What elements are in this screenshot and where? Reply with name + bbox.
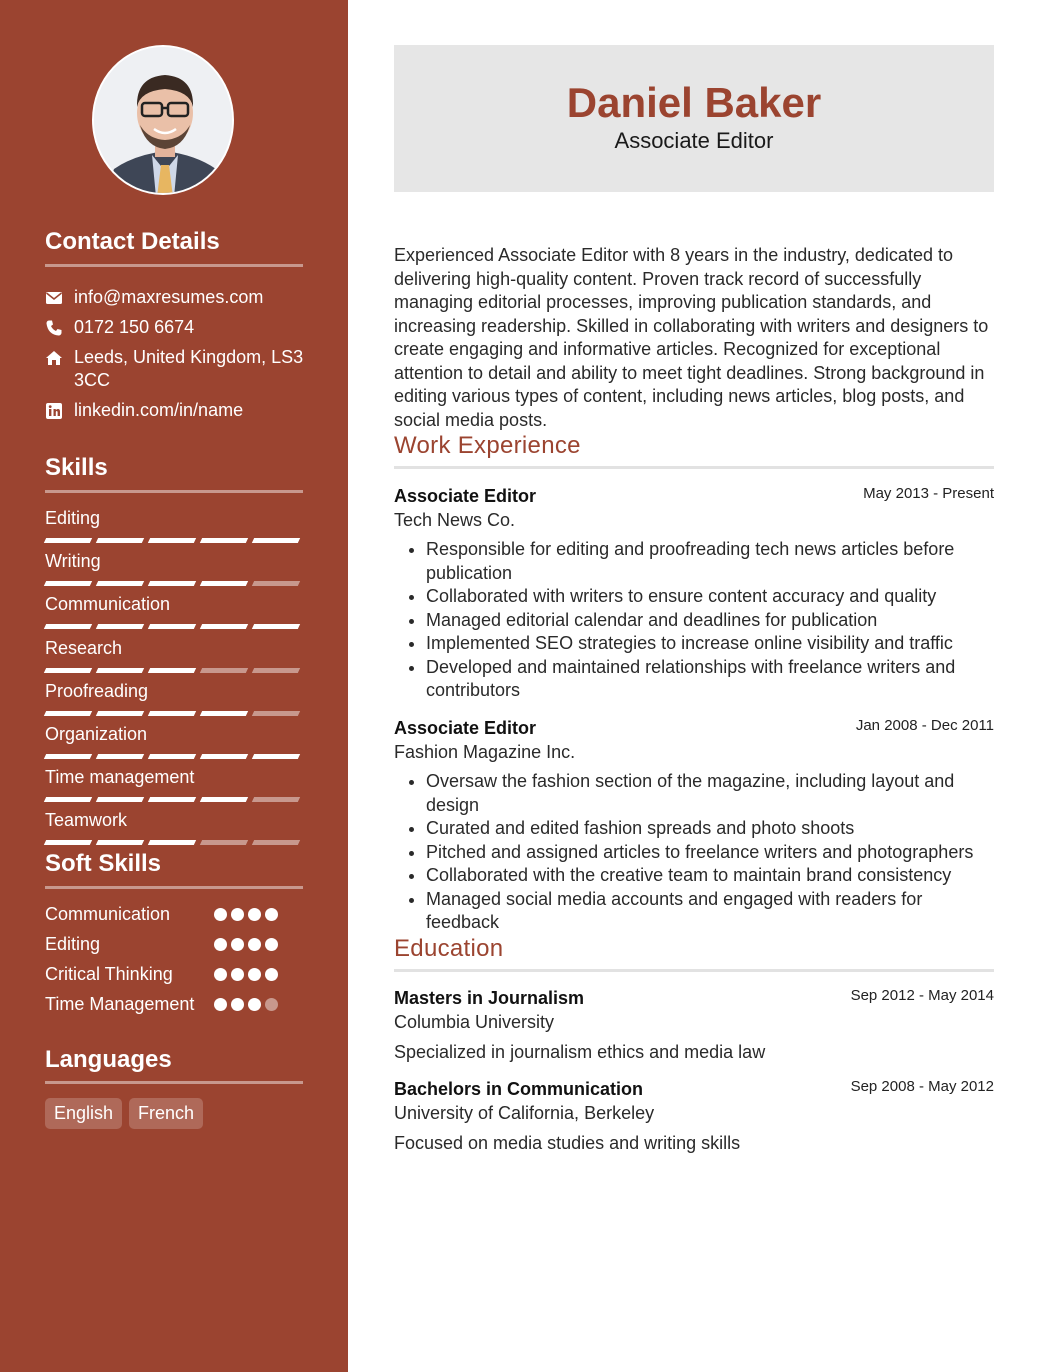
education-date: Sep 2012 - May 2014 [850, 987, 994, 1004]
header-box [394, 45, 994, 192]
candidate-name: Daniel Baker [566, 79, 822, 126]
job-bullets [394, 538, 994, 703]
rating-dot [248, 968, 261, 981]
rating-dot [231, 968, 244, 981]
skill-level-segment [252, 754, 300, 759]
phone-text: 0172 150 6674 [74, 317, 195, 337]
skill-level-bar [45, 668, 303, 673]
skill-level-bar [45, 754, 303, 759]
job-date: May 2013 - Present [863, 485, 994, 502]
candidate-title: Associate Editor [614, 128, 774, 153]
education-entry [394, 986, 994, 1064]
soft-skill-label: Critical Thinking [45, 964, 173, 984]
rating-dot [214, 968, 227, 981]
skill-row [45, 507, 303, 543]
soft-skill-label: Time Management [45, 994, 195, 1014]
skill-level-segment [44, 754, 92, 759]
skill-level-segment [148, 754, 196, 759]
job-bullet: • Responsible for editing and proofreading tech news articles before publication [426, 538, 994, 585]
skill-label: Teamwork [45, 810, 128, 831]
skill-level-segment [96, 711, 144, 716]
skill-level-segment [252, 581, 300, 586]
skill-label: Editing [45, 508, 101, 528]
soft-skills-section-title: Soft Skills [45, 850, 162, 877]
rating-dot [265, 938, 278, 951]
skill-level-segment [200, 581, 248, 586]
sidebar [0, 0, 348, 1372]
work-section-title: Work Experience [394, 432, 581, 459]
job-date: Jan 2008 - Dec 2011 [855, 717, 994, 734]
rating-dot [248, 938, 261, 951]
education-date: Sep 2008 - May 2012 [850, 1078, 994, 1095]
skill-row [45, 723, 303, 759]
skill-level-segment [44, 797, 92, 802]
contact-section-title: Contact Details [45, 228, 220, 255]
education-section-title: Education [394, 935, 504, 962]
education-desc: Focused on media studies and writing skills [394, 1133, 741, 1153]
skill-level-segment [200, 797, 248, 802]
rating-dot [248, 908, 261, 921]
skill-level-segment [148, 797, 196, 802]
job-bullet: • Pitched and assigned articles to freelance writers and photographers [426, 841, 994, 865]
skill-row [45, 680, 303, 716]
home-icon [45, 349, 63, 367]
job-bullet: • Implemented SEO strategies to increase online visibility and traffic [426, 632, 994, 656]
job-bullet: • Developed and maintained relationships with freelance writers and contributors [426, 656, 994, 703]
envelope-icon [45, 289, 63, 307]
job-company: Tech News Co. [394, 510, 516, 530]
job-bullets [394, 770, 994, 935]
education-divider [394, 969, 994, 972]
skill-level-segment [200, 668, 248, 673]
skill-level-segment [148, 581, 196, 586]
job-bullet: • Curated and edited fashion spreads and photo shoots [426, 817, 994, 841]
skill-level-segment [96, 624, 144, 629]
skill-level-bar [45, 797, 303, 802]
skill-row [45, 637, 303, 673]
contact-email[interactable] [45, 286, 305, 309]
contact-address [45, 346, 305, 392]
rating-dot [231, 998, 244, 1011]
contact-linkedin[interactable] [45, 399, 305, 422]
skill-level-segment [200, 711, 248, 716]
job-bullet: • Oversaw the fashion section of the magazine, including layout and design [426, 770, 994, 817]
skill-label: Organization [45, 724, 148, 744]
languages-divider [45, 1081, 303, 1084]
skill-level-segment [200, 538, 248, 543]
job-entry [394, 484, 994, 703]
skill-label: Research [45, 637, 123, 658]
skill-level-segment [148, 668, 196, 673]
skill-level-segment [44, 538, 92, 543]
skill-level-bar [45, 711, 303, 716]
degree-title: Masters in Journalism [394, 988, 585, 1008]
job-entry [394, 716, 994, 935]
phone-icon [45, 319, 63, 337]
skill-level-segment [252, 797, 300, 802]
contact-phone[interactable] [45, 316, 305, 339]
linkedin-text: linkedin.com/in/name [74, 400, 244, 420]
job-bullet: • Collaborated with the creative team to maintain brand consistency [426, 864, 994, 888]
contact-divider [45, 264, 303, 267]
skill-level-segment [96, 581, 144, 586]
skill-level-segment [252, 840, 300, 845]
skill-level-bar [45, 581, 303, 586]
languages-section-title: Languages [45, 1046, 172, 1073]
summary-text: Experienced Associate Editor with 8 years in the industry, dedicated to delivering high-quality content. Proven track record of successfully managing editorial processes, improving publication standards, and increasing readership. Skilled in collaborating with writers and designers to create engaging and informative articles. Recognized for exceptional attention to detail and ability to meet tight deadlines. Strong background in editing various types of content, including news articles, blog posts, and social media posts. [394, 245, 989, 430]
address-text: Leeds, United Kingdom, LS3 3CC [74, 347, 304, 390]
soft-skill-rating [214, 908, 278, 921]
rating-dot [231, 908, 244, 921]
rating-dot [265, 998, 278, 1011]
skill-level-segment [252, 538, 300, 543]
skill-level-segment [44, 840, 92, 845]
rating-dot [214, 998, 227, 1011]
job-title: Associate Editor [394, 718, 537, 738]
skill-level-segment [96, 668, 144, 673]
profile-photo-illustration [94, 47, 234, 195]
skill-row [45, 593, 303, 629]
skill-level-segment [252, 668, 300, 673]
work-divider [394, 466, 994, 469]
language-tag: French [129, 1098, 203, 1129]
degree-title: Bachelors in Communication [394, 1079, 644, 1099]
rating-dot [248, 998, 261, 1011]
job-bullet: • Managed social media accounts and engaged with readers for feedback [426, 888, 994, 935]
skill-level-segment [44, 711, 92, 716]
email-text: info@maxresumes.com [74, 287, 264, 307]
soft-skill-rating [214, 968, 278, 981]
skill-level-segment [148, 538, 196, 543]
job-company: Fashion Magazine Inc. [394, 742, 576, 762]
rating-dot [214, 908, 227, 921]
skill-level-segment [44, 624, 92, 629]
rating-dot [231, 938, 244, 951]
linkedin-icon [45, 402, 63, 420]
skill-row [45, 766, 303, 802]
education-entry [394, 1077, 994, 1155]
skill-row [45, 550, 303, 586]
skill-level-segment [96, 840, 144, 845]
skill-level-segment [200, 840, 248, 845]
soft-skill-label: Editing [45, 934, 101, 954]
skill-level-segment [96, 797, 144, 802]
skill-level-bar [45, 840, 303, 845]
skill-level-segment [96, 754, 144, 759]
skill-label: Time management [45, 767, 195, 788]
job-bullet: • Managed editorial calendar and deadlines for publication [426, 609, 994, 633]
skill-level-segment [200, 624, 248, 629]
skill-level-segment [96, 538, 144, 543]
school-name: University of California, Berkeley [394, 1103, 655, 1123]
language-tag: English [45, 1098, 122, 1129]
skill-level-segment [148, 711, 196, 716]
skill-level-segment [252, 711, 300, 716]
skill-level-segment [200, 754, 248, 759]
skill-label: Communication [45, 594, 171, 615]
skill-level-segment [148, 624, 196, 629]
skill-level-segment [44, 581, 92, 586]
skill-level-segment [44, 668, 92, 673]
rating-dot [265, 908, 278, 921]
soft-skill-label: Communication [45, 904, 171, 924]
skills-section-title: Skills [45, 454, 108, 481]
rating-dot [265, 968, 278, 981]
skill-row [45, 809, 303, 845]
soft-skills-divider [45, 886, 303, 889]
skill-level-bar [45, 624, 303, 629]
skills-divider [45, 490, 303, 493]
skill-label: Writing [45, 551, 101, 572]
soft-skill-rating [214, 998, 278, 1011]
soft-skill-rating [214, 938, 278, 951]
skill-label: Proofreading [45, 680, 149, 701]
profile-photo [92, 45, 234, 195]
job-bullet: • Collaborated with writers to ensure content accuracy and quality [426, 585, 994, 609]
school-name: Columbia University [394, 1012, 555, 1032]
education-desc: Specialized in journalism ethics and media law [394, 1042, 766, 1062]
rating-dot [214, 938, 227, 951]
skill-level-segment [252, 624, 300, 629]
skill-level-bar [45, 538, 303, 543]
job-title: Associate Editor [394, 486, 537, 506]
skill-level-segment [148, 840, 196, 845]
